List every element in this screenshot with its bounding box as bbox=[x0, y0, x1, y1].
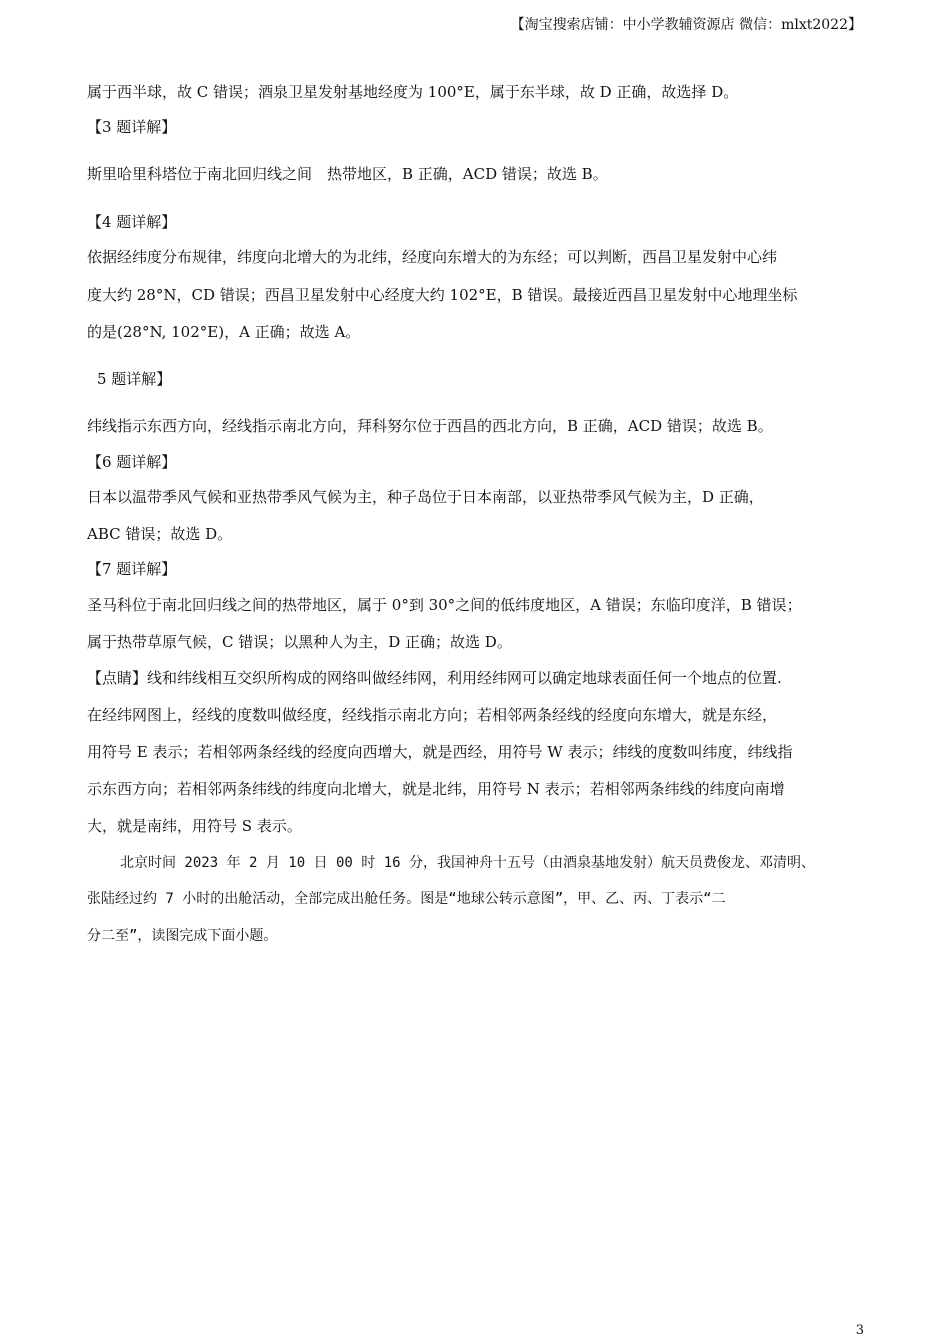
section-heading: 【6 题详解】 bbox=[87, 453, 177, 471]
page-number: 3 bbox=[855, 1323, 864, 1338]
section-heading: 【4 题详解】 bbox=[87, 213, 177, 231]
text-line: 纬线指示东西方向，经线指示南北方向，拜科努尔位于西昌的西北方向，B 正确，ACD 错误；故选 B。 bbox=[87, 417, 773, 435]
text-line: 大，就是南纬，用符号 S 表示。 bbox=[87, 817, 302, 835]
text-line: 圣马科位于南北回归线之间的热带地区，属于 0°到 30°之间的低纬度地区，A 错误；东临印度洋，B 错误； bbox=[87, 596, 802, 614]
page-header: 【淘宝搜索店铺：中小学教辅资源店 微信：mlxt2022】 bbox=[510, 17, 862, 33]
text-line: 【点睛】线和纬线相互交织所构成的网络叫做经纬网，利用经纬网可以确定地球表面任何一个地点的位置. bbox=[87, 669, 782, 687]
section-heading: 【3 题详解】 bbox=[87, 118, 177, 136]
text-line: 度大约 28°N，CD 错误；西昌卫星发射中心经度大约 102°E，B 错误。最接近西昌卫星发射中心地理坐标 bbox=[87, 286, 798, 304]
text-line: 示东西方向；若相邻两条纬线的纬度向北增大，就是北纬，用符号 N 表示；若相邻两条纬线的纬度向南增 bbox=[87, 780, 785, 798]
text-line: 的是(28°N, 102°E)，A 正确；故选 A。 bbox=[87, 323, 361, 341]
section-heading: 【7 题详解】 bbox=[87, 560, 177, 578]
question-text-line: 北京时间 2023 年 2 月 10 日 00 时 16 分，我国神舟十五号（由酒泉基地发射）航天员费俊龙、邓清明、 bbox=[120, 855, 816, 871]
text-line: 斯里哈里科塔位于南北回归线之间 热带地区，B 正确，ACD 错误；故选 B。 bbox=[87, 165, 608, 183]
question-text-line: 张陆经过约 7 小时的出舱活动，全部完成出舱任务。图是“地球公转示意图”，甲、乙、丙、丁表示“二 bbox=[87, 891, 726, 907]
question-text-line: 分二至”，读图完成下面小题。 bbox=[87, 928, 278, 944]
section-heading: 5 题详解】 bbox=[97, 370, 172, 388]
text-line: 日本以温带季风气候和亚热带季风气候为主，种子岛位于日本南部，以亚热带季风气候为主，D 正确， bbox=[87, 488, 764, 506]
text-line: 用符号 E 表示；若相邻两条经线的经度向西增大，就是西经，用符号 W 表示；纬线的度数叫纬度，纬线指 bbox=[87, 743, 793, 761]
text-line: ABC 错误；故选 D。 bbox=[87, 525, 233, 543]
text-line: 属于热带草原气候，C 错误；以黑种人为主，D 正确；故选 D。 bbox=[87, 633, 512, 651]
text-line: 依据经纬度分布规律，纬度向北增大的为北纬，经度向东增大的为东经；可以判断，西昌卫星发射中心纬 bbox=[87, 248, 778, 266]
text-line: 属于西半球，故 C 错误；酒泉卫星发射基地经度为 100°E，属于东半球，故 D 正确，故选择 D。 bbox=[87, 83, 739, 101]
text-line: 在经纬网图上，经线的度数叫做经度，经线指示南北方向；若相邻两条经线的经度向东增大，就是东经， bbox=[87, 706, 778, 724]
